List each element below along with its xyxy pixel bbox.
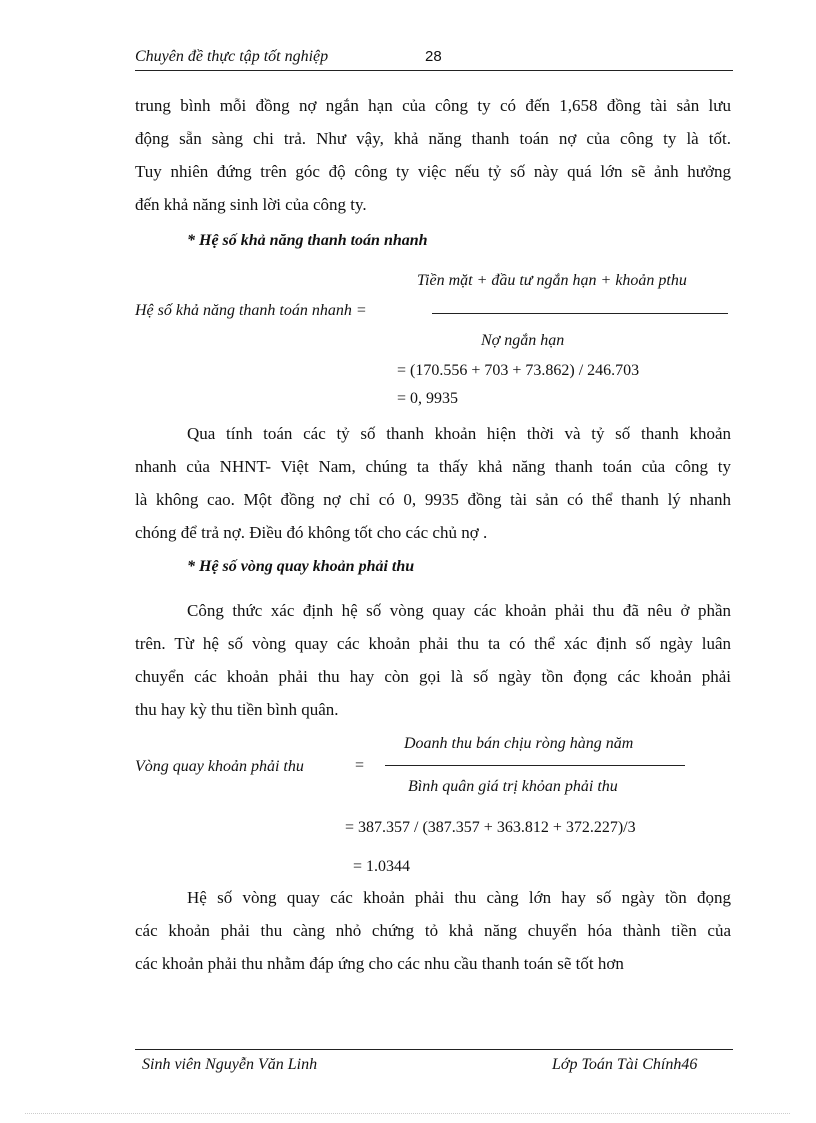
paragraph-turnover-conclusion — [135, 881, 731, 980]
formula-turnover-step1: = 387.357 / (387.357 + 363.812 + 372.227)/3 — [345, 819, 636, 836]
formula-quick-result: = 0, 9935 — [397, 390, 459, 407]
header-title: Chuyên đề thực tập tốt nghiệp — [135, 48, 329, 65]
page-number: 28 — [425, 48, 442, 65]
page-bottom-border — [25, 1113, 790, 1114]
text-line: thu hay kỳ thu tiền bình quân. — [135, 700, 339, 719]
text-line: động sẵn sàng chi trả. Như vậy, khả năng thanh toán nợ của công ty là tốt. — [135, 129, 731, 148]
footer-rule — [135, 1049, 733, 1050]
formula-quick-denominator: Nợ ngắn hạn — [481, 332, 565, 349]
formula-quick-fraction-bar — [432, 313, 728, 314]
footer-class: Lớp Toán Tài Chính46 — [552, 1056, 698, 1073]
formula-quick-numerator: Tiền mặt + đầu tư ngắn hạn + khoản pthu — [417, 272, 687, 289]
text-line: chóng để trả nợ. Điều đó không tốt cho các chủ nợ . — [135, 523, 488, 542]
text-line: trung bình mỗi đồng nợ ngắn hạn của công ty có đến 1,658 đồng tài sản lưu — [135, 96, 731, 115]
formula-quick-label: Hệ số khả năng thanh toán nhanh = — [135, 302, 367, 319]
text-line: Công thức xác định hệ số vòng quay các khoản phải thu đã nêu ở phần — [187, 601, 731, 620]
text-line: các khoản phải thu nhằm đáp ứng cho các nhu cầu thanh toán sẽ tốt hơn — [135, 954, 624, 973]
text-line: Tuy nhiên đứng trên góc độ công ty việc nếu tỷ số này quá lớn sẽ ảnh hưởng — [135, 162, 731, 181]
footer-student: Sinh viên Nguyễn Văn Linh — [142, 1056, 318, 1073]
paragraph-current-ratio-conclusion — [135, 89, 731, 221]
formula-quick-step1: = (170.556 + 703 + 73.862) / 246.703 — [397, 362, 640, 379]
text-line: trên. Từ hệ số vòng quay các khoản phải thu ta có thể xác định số ngày luân — [135, 634, 731, 653]
formula-turnover-equals: = — [355, 757, 365, 774]
text-line: là không cao. Một đồng nợ chỉ có 0, 9935 đồng tài sản có thể thanh lý nhanh — [135, 490, 731, 509]
paragraph-turnover-definition — [135, 594, 731, 726]
text-line: Hệ số vòng quay các khoản phải thu càng lớn hay số ngày tồn đọng — [187, 888, 731, 907]
text-line: chuyển các khoản phải thu hay còn gọi là số ngày tồn đọng các khoản phải — [135, 667, 731, 686]
formula-turnover-numerator: Doanh thu bán chịu ròng hàng năm — [404, 735, 634, 752]
text-line: các khoản phải thu càng nhỏ chứng tỏ khả năng chuyển hóa thành tiền của — [135, 921, 731, 940]
text-line: đến khả năng sinh lời của công ty. — [135, 195, 367, 214]
formula-turnover-label: Vòng quay khoản phải thu — [135, 758, 304, 775]
header-rule — [135, 70, 733, 71]
paragraph-liquidity-analysis — [135, 417, 731, 549]
formula-turnover-denominator: Bình quân giá trị khỏan phải thu — [408, 778, 618, 795]
text-line: Qua tính toán các tỷ số thanh khoản hiện thời và tỷ số thanh khoản — [187, 424, 731, 443]
formula-turnover-fraction-bar — [385, 765, 685, 766]
formula-turnover-result: = 1.0344 — [353, 858, 411, 875]
heading-quick-ratio: * Hệ số khả năng thanh toán nhanh — [187, 232, 428, 249]
heading-receivables-turnover: * Hệ số vòng quay khoản phải thu — [187, 558, 415, 575]
text-line: nhanh của NHNT- Việt Nam, chúng ta thấy khả năng thanh toán của công ty — [135, 457, 731, 476]
